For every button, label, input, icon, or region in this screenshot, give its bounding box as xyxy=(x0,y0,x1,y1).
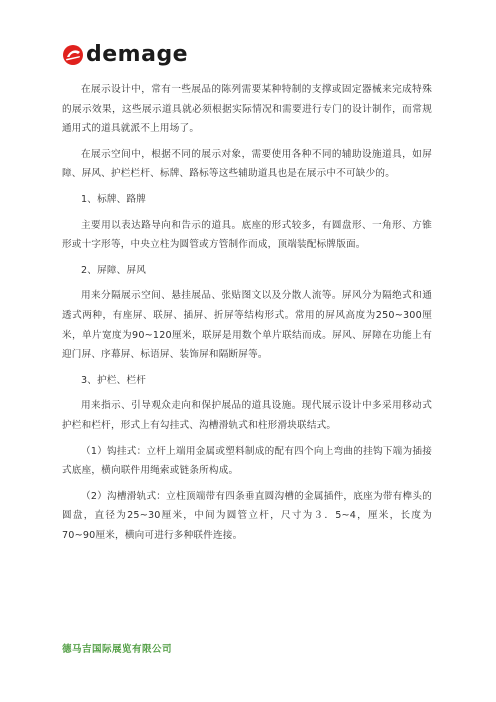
paragraph-groove-type: （2）沟槽滑轨式：立柱顶端带有四条垂直圆沟槽的金属插件，底座为带有榫头的圆盘，直径为25~30厘米，中间为圆管立杆，尺寸为３．5~4，厘米，长度为70~90厘米，横向可进行多种联件连接。 xyxy=(62,490,432,541)
paragraph-signs: 主要用以表达路导向和告示的道具。底座的形式较多，有圆盘形、一角形、方锥形或十字形等，中央立柱为圆管或方管制作而成，顶端装配标牌版面。 xyxy=(62,219,432,251)
document-body xyxy=(62,80,432,551)
paragraph-hook-type: （1）钩挂式：立杆上端用金属或塑料制成的配有四个向上弯曲的挂钩下端为插接式底座，横向联件用绳索或链条所构成。 xyxy=(62,445,432,477)
paragraph-railings: 用来指示、引导观众走向和保护展品的道具设施。现代展示设计中多采用移动式护栏和栏杆，形式上有勾挂式、沟槽滑轨式和柱形滑块联结式。 xyxy=(62,400,432,431)
section-heading-signs: 1、标牌、路牌 xyxy=(81,193,147,205)
paragraph-intro-1: 在展示设计中，常有一些展品的陈列需要某种特制的支撑或固定器械来完成特殊的展示效果，这些展示道具就必须根据实际情况和需要进行专门的设计制作，而常规通用式的道具就派不上用场了。 xyxy=(62,84,432,135)
paragraph-intro-2: 在展示空间中，根据不同的展示对象，需要使用各种不同的辅助设施道具，如屏障、屏风、护栏栏杆、标牌、路标等这些辅助道具也是在展示中不可缺少的。 xyxy=(62,148,432,180)
brand-logo xyxy=(62,44,188,66)
section-heading-railings: 3、护栏、栏杆 xyxy=(81,374,147,386)
company-footer: 德马吉国际展览有限公司 xyxy=(62,644,173,655)
paragraph-screens: 用来分隔展示空间、悬挂展品、张贴图文以及分散人流等。屏风分为隔绝式和通透式两种，有座屏、联屏、插屏、折屏等结构形式。常用的屏风高度为250~300厘米，单片宽度为90~120厘米，联屏是用数个单片联结而成。屏风、屏障在功能上有迎门屏、序幕屏、标语屏、装饰屏和隔断屏等。 xyxy=(62,290,432,361)
demage-logo-icon xyxy=(62,44,84,66)
section-heading-screens: 2、屏障、屏风 xyxy=(81,264,147,276)
logo-text: demage xyxy=(86,42,189,67)
